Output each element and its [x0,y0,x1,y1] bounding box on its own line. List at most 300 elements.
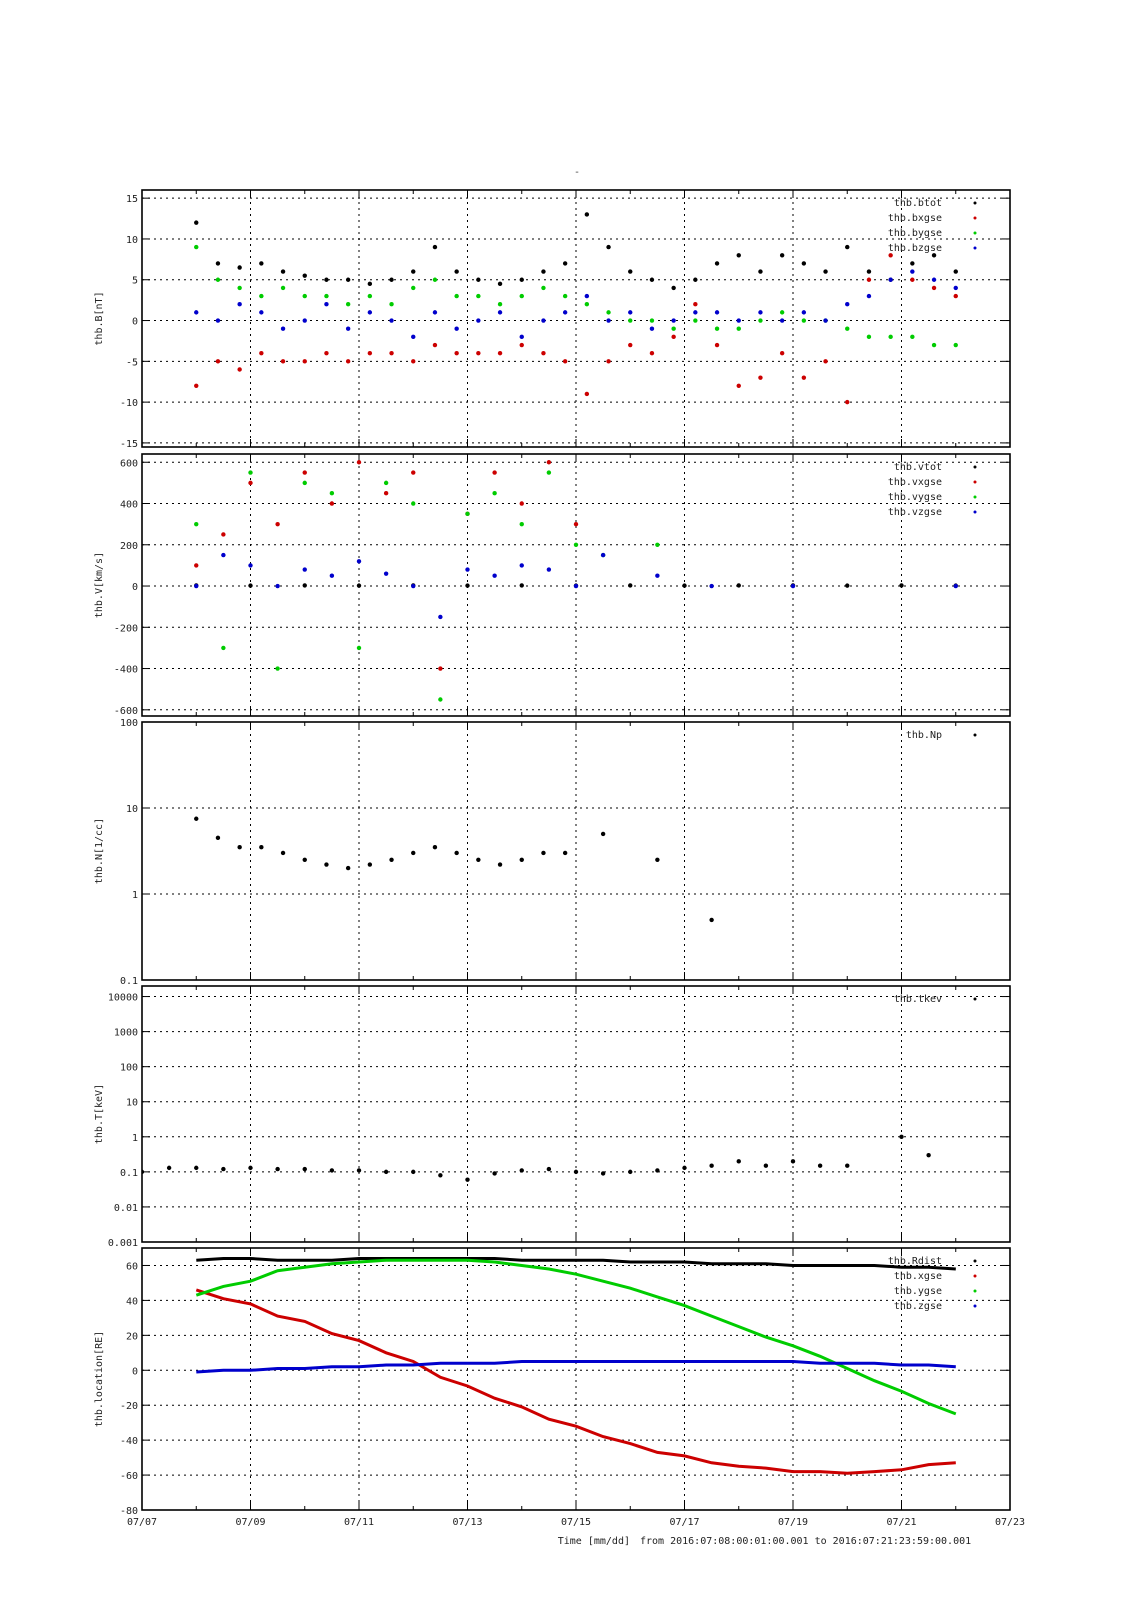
data-point-thb-vtot [737,583,741,587]
data-point-thb-bxgse [259,351,263,355]
data-point-thb-bzgse [693,310,697,314]
data-point-thb-Np [303,858,307,862]
data-point-thb-bzgse [910,269,914,273]
data-point-thb-bxgse [541,351,545,355]
data-point-thb-Np [411,851,415,855]
legend-marker [974,481,977,484]
y-tick-label: 0.01 [113,1202,138,1214]
data-point-thb-btot [671,286,675,290]
data-point-thb-bygse [954,343,958,347]
data-point-thb-bzgse [454,326,458,330]
data-point-thb-bygse [845,326,849,330]
data-point-thb-Np [601,832,605,836]
data-point-thb-btot [346,278,350,282]
data-point-thb-bxgse [715,343,719,347]
y-tick-label: 0.001 [107,1238,138,1249]
y-tick-label: 600 [119,458,138,470]
data-point-thb-bzgse [237,302,241,306]
data-point-thb-bygse [606,310,610,314]
data-point-thb-bygse [628,318,632,322]
data-point-thb-bzgse [433,310,437,314]
data-point-thb-vxgse [492,470,496,474]
data-point-thb-vygse [411,501,415,505]
data-point-thb-btot [237,265,241,269]
data-point-thb-Np [324,862,328,866]
data-point-thb-bxgse [758,375,762,379]
data-point-thb-btot [324,278,328,282]
data-point-thb-bxgse [498,351,502,355]
data-point-thb-bzgse [932,278,936,282]
data-point-thb-bygse [693,318,697,322]
data-point-thb-tkev [791,1159,795,1163]
data-point-thb-Np [237,845,241,849]
data-point-thb-tkev [194,1166,198,1170]
panel-1 [94,190,1010,450]
data-point-thb-Np [541,851,545,855]
data-point-thb-tkev [384,1170,388,1174]
legend-marker [974,1275,977,1278]
data-point-thb-tkev [655,1168,659,1172]
data-point-thb-bygse [541,286,545,290]
data-point-thb-bygse [281,286,285,290]
data-point-thb-Np [346,866,350,870]
data-point-thb-vtot [682,583,686,587]
y-tick-label: 10 [125,234,138,246]
legend-marker [974,998,977,1001]
y-tick-label: 1000 [113,1027,138,1039]
data-point-thb-bzgse [498,310,502,314]
legend-label: thb.bxgse [887,213,942,224]
data-point-thb-vzgse [384,571,388,575]
data-point-thb-vzgse [221,553,225,557]
data-point-thb-bygse [780,310,784,314]
data-point-thb-vzgse [709,584,713,588]
data-point-thb-btot [650,278,654,282]
data-point-thb-bygse [194,245,198,249]
data-point-thb-bxgse [671,335,675,339]
data-point-thb-tkev [465,1177,469,1181]
data-point-thb-vtot [248,583,252,587]
data-point-thb-bygse [867,335,871,339]
data-point-thb-bxgse [606,359,610,363]
y-tick-label: 100 [119,718,138,729]
y-tick-label: 60 [125,1261,138,1273]
data-point-thb-Np [433,845,437,849]
y-tick-label: 0.1 [119,976,138,987]
x-axis-label: Time [mm/dd] [557,1536,630,1547]
data-point-thb-bxgse [802,375,806,379]
data-point-thb-tkev [438,1173,442,1177]
data-point-thb-tkev [845,1163,849,1167]
data-point-thb-btot [520,278,524,282]
data-point-thb-Np [259,845,263,849]
legend-label: thb.vxgse [887,477,942,488]
data-point-thb-btot [476,278,480,282]
data-point-thb-btot [606,245,610,249]
data-layer [194,817,714,923]
data-point-thb-bygse [715,326,719,330]
panel-3 [94,718,1010,987]
data-point-thb-tkev [682,1166,686,1170]
data-point-thb-vzgse [438,615,442,619]
data-point-thb-bygse [520,294,524,298]
data-point-thb-btot [628,269,632,273]
data-point-thb-bxgse [454,351,458,355]
legend-marker [974,496,977,499]
y-tick-label: -80 [119,1506,138,1517]
legend-marker [974,466,977,469]
data-point-thb-bzgse [324,302,328,306]
legend-label: thb.btot [893,198,942,209]
legend-label: thb.zgse [893,1301,942,1312]
data-point-thb-bxgse [954,294,958,298]
x-tick-label: 07/17 [669,1517,700,1528]
data-point-thb-vzgse [791,584,795,588]
data-point-thb-bxgse [324,351,328,355]
legend-label: thb.vzgse [887,507,942,518]
data-point-thb-vxgse [574,522,578,526]
data-point-thb-vtot [520,583,524,587]
data-point-thb-tkev [520,1168,524,1172]
data-point-thb-btot [281,269,285,273]
data-point-thb-btot [715,261,719,265]
data-point-thb-btot [758,269,762,273]
y-tick-label: -20 [119,1401,138,1413]
data-point-thb-vzgse [492,574,496,578]
y-axis-label: thb.B[nT] [94,291,105,346]
y-tick-label: 400 [119,499,138,511]
data-point-thb-tkev [303,1167,307,1171]
data-point-thb-bzgse [541,318,545,322]
data-point-thb-tkev [628,1170,632,1174]
data-point-thb-btot [389,278,393,282]
data-point-thb-Np [709,918,713,922]
data-point-thb-vygse [357,646,361,650]
data-point-thb-bxgse [216,359,220,363]
data-point-thb-vzgse [303,567,307,571]
data-point-thb-Np [655,858,659,862]
data-point-thb-vzgse [520,563,524,567]
data-point-thb-bygse [650,318,654,322]
data-point-thb-bzgse [520,335,524,339]
data-point-thb-vygse [303,481,307,485]
data-point-thb-Np [368,862,372,866]
y-tick-label: 10000 [107,992,138,1004]
legend-marker [974,202,977,205]
data-point-thb-bzgse [715,310,719,314]
y-tick-label: 0.1 [119,1167,138,1179]
x-tick-label: 07/07 [126,1517,158,1528]
data-point-thb-vzgse [601,553,605,557]
data-point-thb-bzgse [823,318,827,322]
legend-marker [974,1260,977,1263]
data-point-thb-vxgse [221,532,225,536]
data-point-thb-vzgse [194,584,198,588]
data-point-thb-btot [303,273,307,277]
data-point-thb-bzgse [671,318,675,322]
y-tick-label: -15 [119,438,138,450]
data-point-thb-bzgse [194,310,198,314]
data-point-thb-vzgse [248,563,252,567]
data-point-thb-tkev [248,1166,252,1170]
data-point-thb-vxgse [438,666,442,670]
data-point-thb-bzgse [954,286,958,290]
y-tick-label: 10 [125,804,138,815]
time-range-text: from 2016:07:08:00:01:00.001 to 2016:07:21:23:59:00.001 [640,1536,972,1547]
data-layer [194,212,958,404]
data-point-thb-bxgse [303,359,307,363]
data-point-thb-vygse [655,543,659,547]
data-point-thb-btot [259,261,263,265]
data-point-thb-vzgse [954,584,958,588]
data-point-thb-bxgse [867,278,871,282]
data-point-thb-bzgse [259,310,263,314]
data-point-thb-vzgse [275,584,279,588]
data-point-thb-bxgse [628,343,632,347]
data-point-thb-vxgse [547,460,551,464]
data-point-thb-vygse [547,470,551,474]
data-point-thb-bygse [216,278,220,282]
data-point-thb-vygse [465,512,469,516]
data-point-thb-btot [194,220,198,224]
data-point-thb-tkev [275,1167,279,1171]
data-point-thb-vygse [330,491,334,495]
data-point-thb-bzgse [476,318,480,322]
data-point-thb-bygse [411,286,415,290]
data-point-thb-btot [737,253,741,257]
data-point-thb-Np [563,851,567,855]
data-point-thb-btot [585,212,589,216]
data-point-thb-tkev [221,1167,225,1171]
data-point-thb-bzgse [585,294,589,298]
data-point-thb-bxgse [780,351,784,355]
panel-5 [94,1248,1010,1517]
y-axis-label: thb.N[1/cc] [94,817,105,885]
y-tick-label: 1 [131,890,138,901]
data-point-thb-vygse [384,481,388,485]
data-point-thb-bxgse [476,351,480,355]
data-point-thb-Np [498,862,502,866]
data-point-thb-bygse [563,294,567,298]
data-point-thb-bygse [454,294,458,298]
y-axis-label: thb.V[km/s] [94,551,105,619]
data-point-thb-bzgse [845,302,849,306]
data-point-thb-vygse [194,522,198,526]
data-point-thb-bxgse [194,384,198,388]
data-point-thb-vygse [221,646,225,650]
data-point-thb-bxgse [281,359,285,363]
data-point-thb-btot [693,278,697,282]
data-point-thb-vzgse [574,584,578,588]
legend-marker [974,1290,977,1293]
data-point-thb-Np [216,836,220,840]
legend-marker [974,247,977,250]
figure-title: - [573,167,581,178]
data-point-thb-vygse [574,543,578,547]
legend-marker [974,734,977,737]
panel-frame [142,190,1010,447]
x-tick-label: 07/11 [343,1517,375,1528]
data-point-thb-bzgse [650,326,654,330]
legend-label: thb.Rdist [887,1256,942,1267]
data-point-thb-vzgse [465,567,469,571]
data-point-thb-vzgse [411,584,415,588]
data-point-thb-btot [954,269,958,273]
y-tick-label: 20 [125,1331,138,1343]
data-point-thb-bzgse [281,326,285,330]
data-point-thb-tkev [547,1167,551,1171]
y-axis-label: thb.T[keV] [94,1083,105,1145]
data-point-thb-vygse [520,522,524,526]
data-point-thb-bzgse [780,318,784,322]
data-point-thb-vxgse [194,563,198,567]
x-tick-label: 07/21 [886,1517,917,1528]
panel-2 [94,454,1010,717]
x-tick-label: 07/09 [235,1517,266,1528]
data-point-thb-btot [541,269,545,273]
legend-marker [974,232,977,235]
data-point-thb-bzgse [389,318,393,322]
data-point-thb-vtot [465,583,469,587]
data-point-thb-bygse [737,326,741,330]
y-tick-label: -200 [113,623,138,635]
data-point-thb-btot [433,245,437,249]
y-tick-label: 10 [125,1097,138,1109]
data-point-thb-vtot [628,583,632,587]
data-point-thb-btot [411,269,415,273]
data-point-thb-bzgse [737,318,741,322]
data-point-thb-tkev [709,1163,713,1167]
data-point-thb-bzgse [888,278,892,282]
data-point-thb-vygse [248,470,252,474]
data-point-thb-bzgse [216,318,220,322]
data-point-thb-bygse [324,294,328,298]
data-point-thb-bygse [237,286,241,290]
data-point-thb-bxgse [737,384,741,388]
data-point-thb-bygse [346,302,350,306]
data-point-thb-tkev [574,1170,578,1174]
data-point-thb-bygse [476,294,480,298]
data-point-thb-btot [780,253,784,257]
data-point-thb-bxgse [433,343,437,347]
data-point-thb-vygse [438,697,442,701]
data-point-thb-bzgse [802,310,806,314]
data-point-thb-Np [194,817,198,821]
x-tick-label: 07/23 [994,1517,1026,1528]
data-point-thb-vxgse [357,460,361,464]
data-point-thb-bzgse [563,310,567,314]
data-point-thb-Np [476,858,480,862]
data-point-thb-btot [498,282,502,286]
data-point-thb-btot [823,269,827,273]
data-point-thb-vygse [275,666,279,670]
y-tick-label: 1 [131,1132,138,1144]
data-point-thb-bxgse [650,351,654,355]
data-point-thb-btot [910,261,914,265]
legend-label: thb.Np [905,730,942,741]
data-point-thb-vxgse [248,481,252,485]
y-tick-label: 0 [131,1366,138,1378]
data-point-thb-bygse [368,294,372,298]
data-point-thb-vtot [357,583,361,587]
data-point-thb-bxgse [389,351,393,355]
data-point-thb-bxgse [237,367,241,371]
data-point-thb-vzgse [357,559,361,563]
data-point-thb-tkev [926,1153,930,1157]
data-point-thb-bzgse [411,335,415,339]
data-point-thb-bzgse [628,310,632,314]
data-point-thb-tkev [737,1159,741,1163]
data-point-thb-vxgse [520,501,524,505]
data-point-thb-btot [802,261,806,265]
data-point-thb-bxgse [520,343,524,347]
panel-frame [142,722,1010,980]
data-point-thb-bxgse [346,359,350,363]
y-tick-label: -400 [113,664,138,676]
data-point-thb-tkev [818,1163,822,1167]
data-point-thb-bxgse [932,286,936,290]
legend-label: thb.bzgse [887,243,942,254]
legend-label: thb.xgse [893,1271,942,1282]
data-point-thb-vxgse [411,470,415,474]
x-tick-labels [127,1517,1025,1528]
legend-marker [974,1305,977,1308]
data-point-thb-bzgse [758,310,762,314]
data-point-thb-Np [281,851,285,855]
data-point-thb-tkev [357,1168,361,1172]
data-point-thb-bygse [389,302,393,306]
data-point-thb-btot [216,261,220,265]
data-point-thb-bygse [910,335,914,339]
data-point-thb-vzgse [330,574,334,578]
data-point-thb-btot [454,269,458,273]
data-point-thb-bxgse [368,351,372,355]
data-point-thb-bzgse [606,318,610,322]
y-tick-label: 5 [131,275,138,287]
data-point-thb-bygse [671,326,675,330]
data-point-thb-bxgse [563,359,567,363]
data-point-thb-tkev [764,1163,768,1167]
data-point-thb-btot [563,261,567,265]
data-point-thb-bygse [802,318,806,322]
data-point-thb-bygse [433,278,437,282]
data-point-thb-bygse [932,343,936,347]
legend-label: thb.vtot [893,462,942,473]
x-tick-label: 07/19 [777,1517,809,1528]
y-tick-label: -600 [113,705,138,717]
y-tick-label: 40 [125,1296,138,1308]
y-tick-label: 0 [131,582,138,594]
data-point-thb-bzgse [368,310,372,314]
data-point-thb-Np [389,858,393,862]
y-tick-label: 100 [119,1062,138,1074]
data-point-thb-tkev [899,1135,903,1139]
legend-label: thb.tkev [893,994,942,1005]
data-point-thb-bxgse [823,359,827,363]
x-tick-label: 07/15 [560,1517,592,1528]
legend-marker [974,217,977,220]
data-point-thb-vxgse [275,522,279,526]
data-point-thb-vxgse [330,501,334,505]
data-point-thb-vtot [845,583,849,587]
data-layer [140,1135,931,1182]
data-point-thb-bzgse [346,326,350,330]
data-point-thb-bygse [758,318,762,322]
data-point-thb-btot [845,245,849,249]
series-line-thb-ygse [196,1260,956,1414]
data-point-thb-bygse [888,335,892,339]
data-point-thb-bxgse [845,400,849,404]
